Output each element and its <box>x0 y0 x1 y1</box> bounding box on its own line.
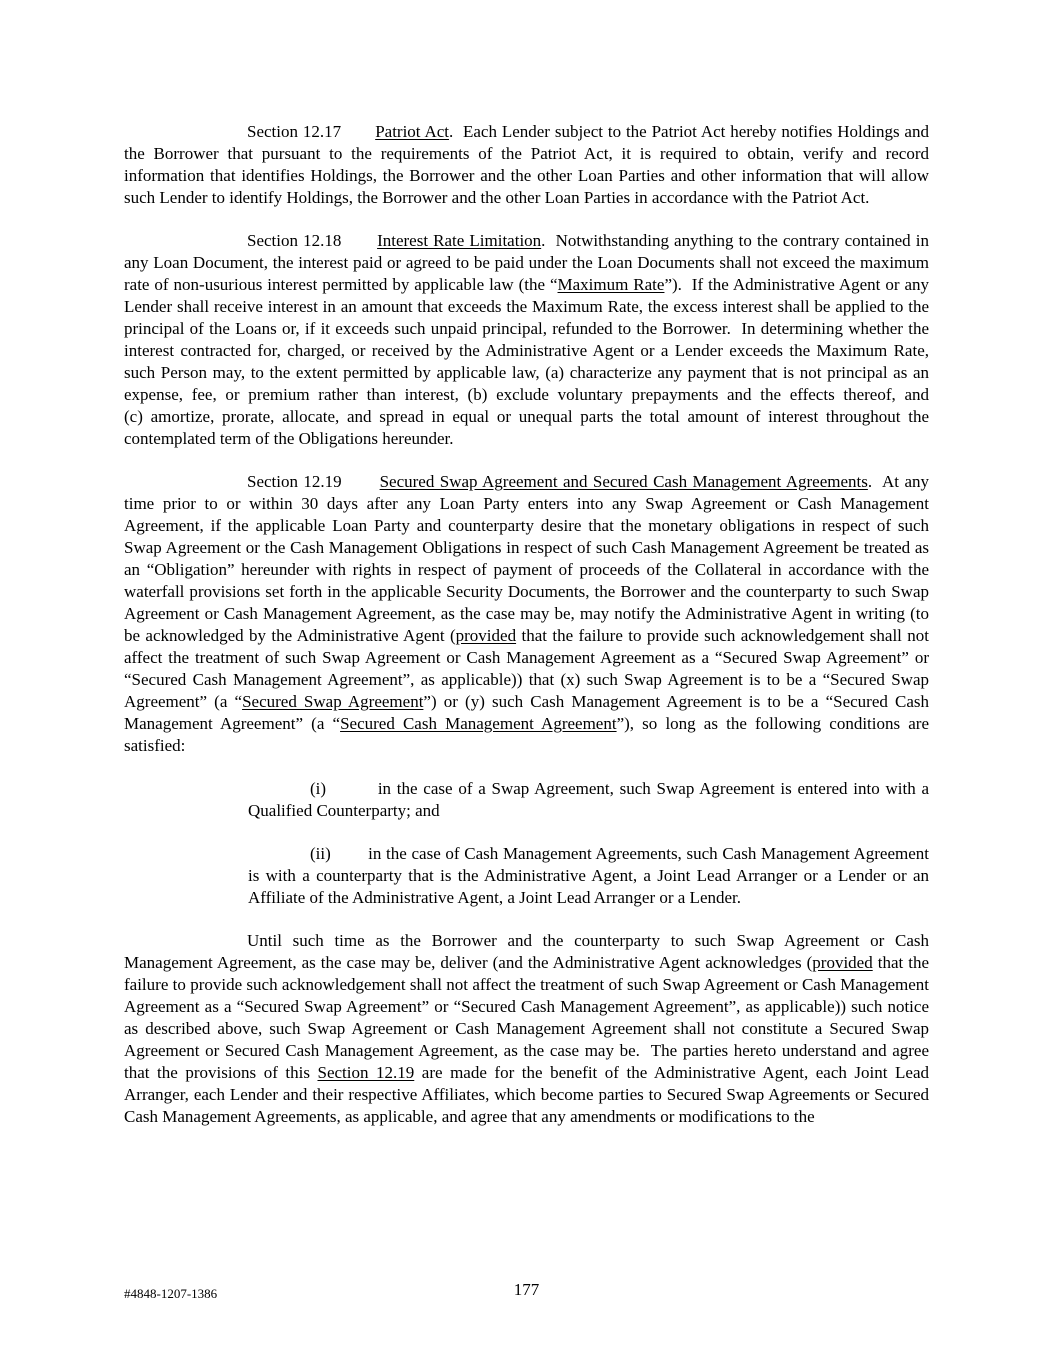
text-run: (i) in the case of a Swap Agreement, such Swap Agreement is entered into with a Qualified Counterparty; and <box>248 779 929 820</box>
document-body <box>124 121 929 1149</box>
text-run: Section 12.17 <box>247 122 376 141</box>
paragraph-section-12-19 <box>124 471 929 757</box>
underlined-text-run: provided <box>455 626 517 645</box>
text-run: ”), so long as the following conditions are satisfied: <box>124 714 930 755</box>
document-control-number: #4848-1207-1386 <box>124 1286 218 1301</box>
text-run: ”) or (y) such Cash Management Agreement is to be a “Secured Cash Management Agreement” (a “ <box>124 692 929 733</box>
text-run: . Notwithstanding anything to the contrary contained in any Loan Document, the interest paid or agreed to be paid under the Loan Documents shall not exceed the maximum rate of non-usurious interest permitted by applicable law (the “ <box>124 231 929 294</box>
text-run: Section 12.18 <box>247 231 378 250</box>
paragraph-clause-i <box>248 778 929 822</box>
paragraph-section-12-18 <box>124 230 929 450</box>
paragraph-until-such-time <box>124 930 929 1128</box>
text-run: Section 12.19 <box>247 472 380 491</box>
page-number: 177 <box>513 1280 540 1299</box>
paragraph-clause-ii <box>248 843 929 909</box>
text-run: that the failure to provide such acknowledgement shall not affect the treatment of such Swap Agreement or Cash Management Agreement as a “Secured Swap Agreement” or “Secured Cash Management Agreement”, as applicable)) that (x) such Swap Agreement is to be a “Secured Swap Agreement” (a “ <box>124 626 930 711</box>
text-run: ”). If the Administrative Agent or any Lender shall receive interest in an amount that exceeds the Maximum Rate, the excess interest shall be applied to the principal of the Loans or, if it exceeds such unpaid principal, refunded to the Borrower. In determining whether the interest contracted for, charged, or received by the Administrative Agent or a Lender exceeds the Maximum Rate, such Person may, to the extent permitted by applicable law, (a) characterize any payment that is not principal as an expense, fee, or premium rather than interest, (b) exclude voluntary prepayments and the effects thereof, and (c) amortize, prorate, allocate, and spread in equal or unequal parts the total amount of interest throughout the contemplated term of the Obligations hereunder. <box>124 275 929 448</box>
underlined-text-run: Interest Rate Limitation <box>377 231 542 250</box>
text-run: (ii) in the case of Cash Management Agreements, such Cash Management Agreement is with a counterparty that is the Administrative Agent, a Joint Lead Arranger or a Lender or an Affiliate of the Administrative Agent, a Joint Lead Arranger or a Lender. <box>248 844 929 907</box>
text-run: . At any time prior to or within 30 days after any Loan Party enters into any Swap Agreement or Cash Management Agreement, if the applicable Loan Party and counterparty desire that the monetary obligations in respect of such Swap Agreement or the Cash Management Obligations in respect of such Cash Management Agreement be treated as an “Obligation” hereunder with rights in respect of payment of proceeds of the Collateral in accordance with the waterfall provisions set forth in the applicable Security Documents, the Borrower and the counterparty to such Swap Agreement or Cash Management Agreement, as the case may be, may notify the Administrative Agent in writing (to be acknowledged by the Administrative Agent ( <box>124 472 929 645</box>
paragraph-section-12-17 <box>124 121 929 209</box>
underlined-text-run: Secured Swap Agreement and Secured Cash Management Agreements <box>379 472 868 491</box>
underlined-text-run: Patriot Act <box>375 122 449 141</box>
text-run: that the failure to provide such acknowledgement shall not affect the treatment of such Swap Agreement or Cash Management Agreement as a “Secured Swap Agreement” or “Secured Cash Management Agreement”, as applicable)) such notice as described above, such Swap Agreement or Cash Management Agreement shall not constitute a Secured Swap Agreement or Secured Cash Management Agreement, as the case may be. The parties hereto understand and agree that the provisions of this <box>124 953 930 1082</box>
text-run: . Each Lender subject to the Patriot Act hereby notifies Holdings and the Borrower that pursuant to the requirements of the Patriot Act, it is required to obtain, verify and record information that identifies Holdings, the Borrower and the other Loan Parties and other information that will allow such Lender to identify Holdings, the Borrower and the other Loan Parties in accordance with the Patriot Act. <box>124 122 929 207</box>
underlined-text-run: provided <box>812 953 873 972</box>
underlined-text-run: Secured Cash Management Agreement <box>340 714 617 733</box>
page-footer <box>124 1279 929 1303</box>
underlined-text-run: Maximum Rate <box>557 275 665 294</box>
text-run: are made for the benefit of the Administrative Agent, each Joint Lead Arranger, each Lender and their respective Affiliates, which become parties to Secured Swap Agreements or Secured Cash Management Agreements, as applicable, and agree that any amendments or modifications to the <box>124 1063 929 1126</box>
underlined-text-run: Secured Swap Agreement <box>242 692 424 711</box>
underlined-text-run: Section 12.19 <box>317 1063 415 1082</box>
text-run: Until such time as the Borrower and the counterparty to such Swap Agreement or Cash Management Agreement, as the case may be, deliver (and the Administrative Agent acknowledges ( <box>124 931 929 972</box>
